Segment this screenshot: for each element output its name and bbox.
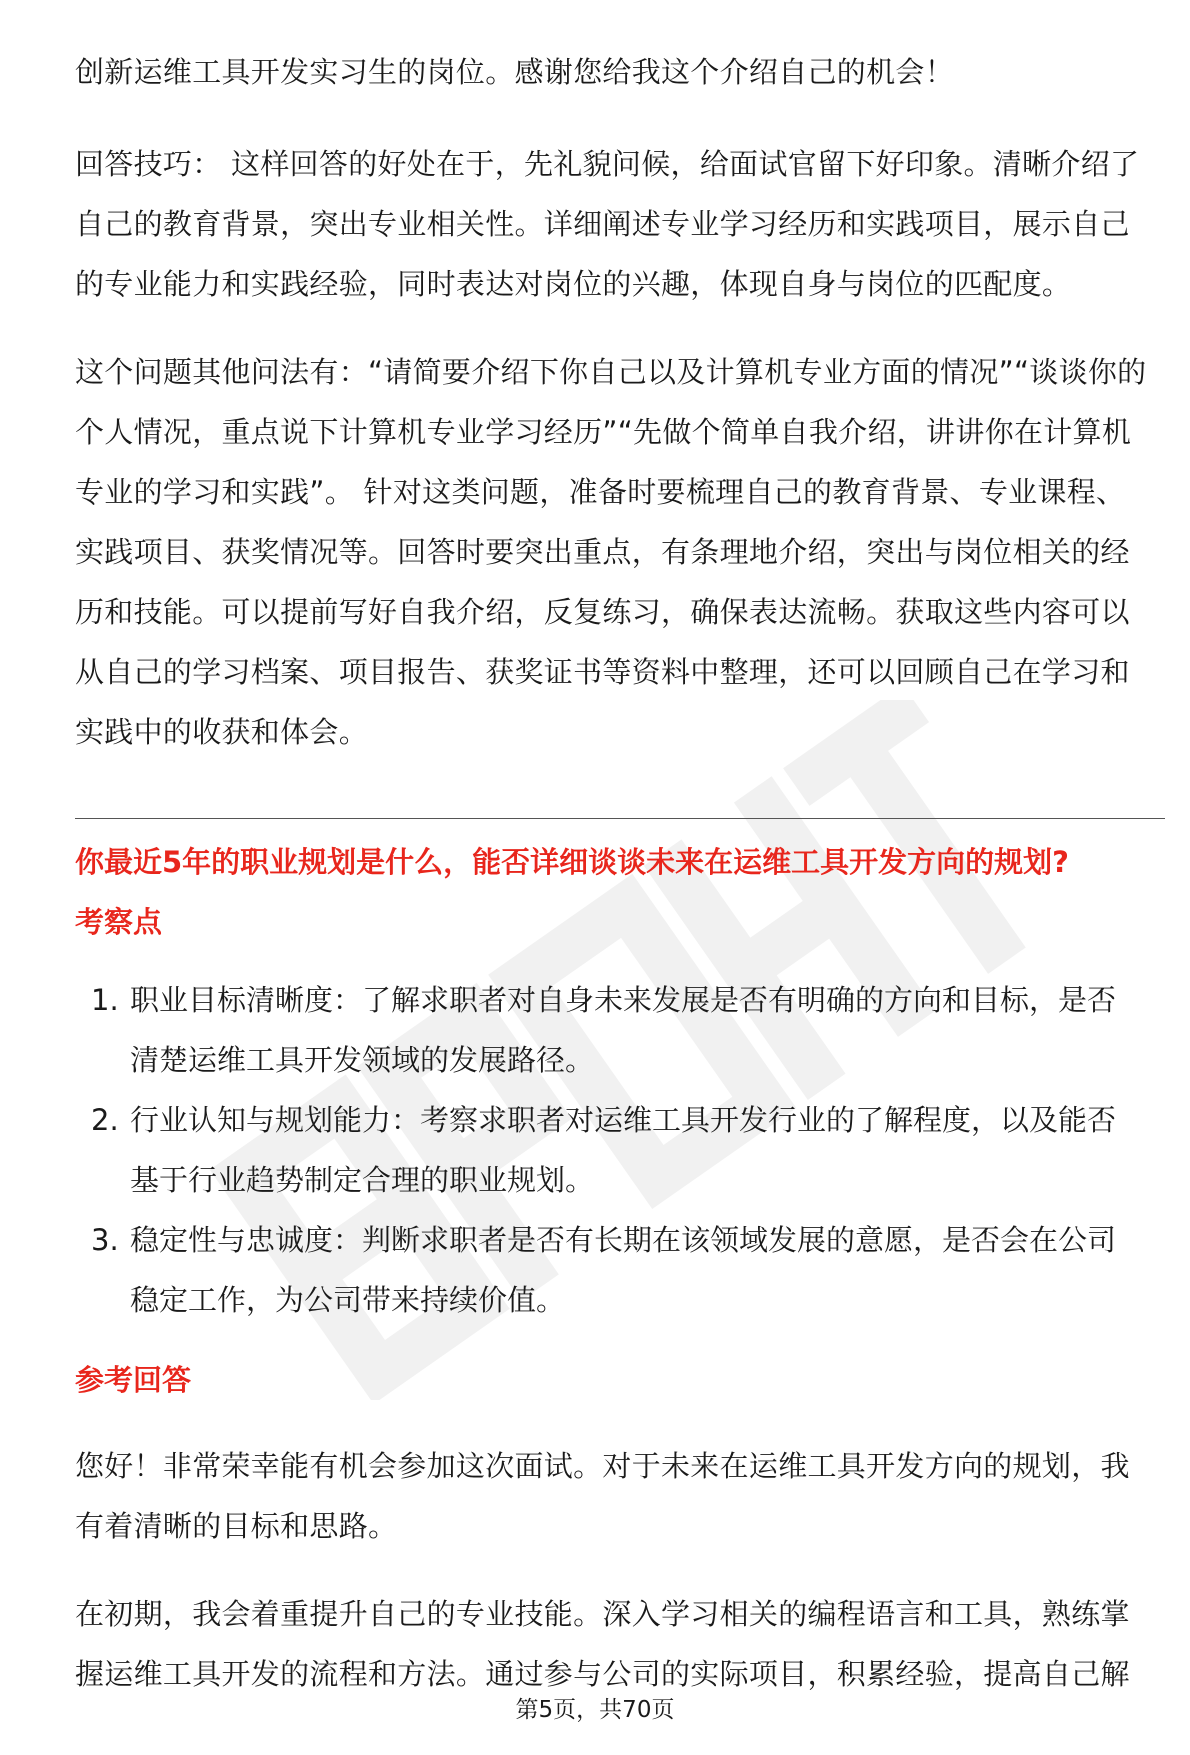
paragraph-line: 您好！非常荣幸能有机会参加这次面试。对于未来在运维工具开发方向的规划，我 [75, 1449, 1130, 1483]
paragraph-line: 回答技巧： 这样回答的好处在于，先礼貌问候，给面试官留下好印象。清晰介绍了 [75, 147, 1140, 181]
document-page [75, 0, 1165, 1755]
paragraph-line: 实践项目、获奖情况等。回答时要突出重点，有条理地介绍，突出与岗位相关的经 [75, 535, 1130, 569]
list-item-number: 1. [91, 983, 119, 1017]
list-item-line: 行业认知与规划能力：考察求职者对运维工具开发行业的了解程度，以及能否 [130, 1103, 1117, 1137]
reference-answer-heading: 参考回答 [75, 1363, 192, 1397]
list-item-line: 稳定性与忠诚度：判断求职者是否有长期在该领域发展的意愿，是否会在公司 [130, 1223, 1117, 1257]
list-item-number: 3. [91, 1223, 119, 1257]
focus-heading: 考察点 [75, 905, 163, 939]
paragraph-line: 实践中的收获和体会。 [75, 715, 369, 749]
section-divider [75, 818, 1165, 819]
list-item-line: 职业目标清晰度：了解求职者对自身未来发展是否有明确的方向和目标，是否 [130, 983, 1117, 1017]
paragraph-line: 专业的学习和实践”。 针对这类问题，准备时要梳理自己的教育背景、专业课程、 [75, 475, 1126, 509]
question-title: 你最近5年的职业规划是什么，能否详细谈谈未来在运维工具开发方向的规划? [75, 845, 1070, 879]
paragraph-line: 历和技能。可以提前写好自我介绍，反复练习，确保表达流畅。获取这些内容可以 [75, 595, 1130, 629]
list-item-line: 清楚运维工具开发领域的发展路径。 [130, 1043, 595, 1077]
paragraph-line: 这个问题其他问法有：“请简要介绍下你自己以及计算机专业方面的情况”“谈谈你的 [75, 355, 1147, 389]
paragraph-line: 从自己的学习档案、项目报告、获奖证书等资料中整理，还可以回顾自己在学习和 [75, 655, 1130, 689]
page-number-footer: 第5页，共70页 [515, 1697, 675, 1723]
paragraph-line: 自己的教育背景，突出专业相关性。详细阐述专业学习经历和实践项目，展示自己 [75, 207, 1130, 241]
list-item-number: 2. [91, 1103, 119, 1137]
paragraph-line: 有着清晰的目标和思路。 [75, 1509, 398, 1543]
paragraph-line: 创新运维工具开发实习生的岗位。感谢您给我这个介绍自己的机会！ [75, 55, 955, 89]
paragraph-line: 的专业能力和实践经验，同时表达对岗位的兴趣，体现自身与岗位的匹配度。 [75, 267, 1072, 301]
list-item-line: 基于行业趋势制定合理的职业规划。 [130, 1163, 595, 1197]
paragraph-line: 握运维工具开发的流程和方法。通过参与公司的实际项目，积累经验，提高自己解 [75, 1657, 1130, 1691]
paragraph-line: 在初期，我会着重提升自己的专业技能。深入学习相关的编程语言和工具，熟练掌 [75, 1597, 1130, 1631]
list-item-line: 稳定工作，为公司带来持续价值。 [130, 1283, 566, 1317]
paragraph-line: 个人情况，重点说下计算机专业学习经历”“先做个简单自我介绍，讲讲你在计算机 [75, 415, 1132, 449]
